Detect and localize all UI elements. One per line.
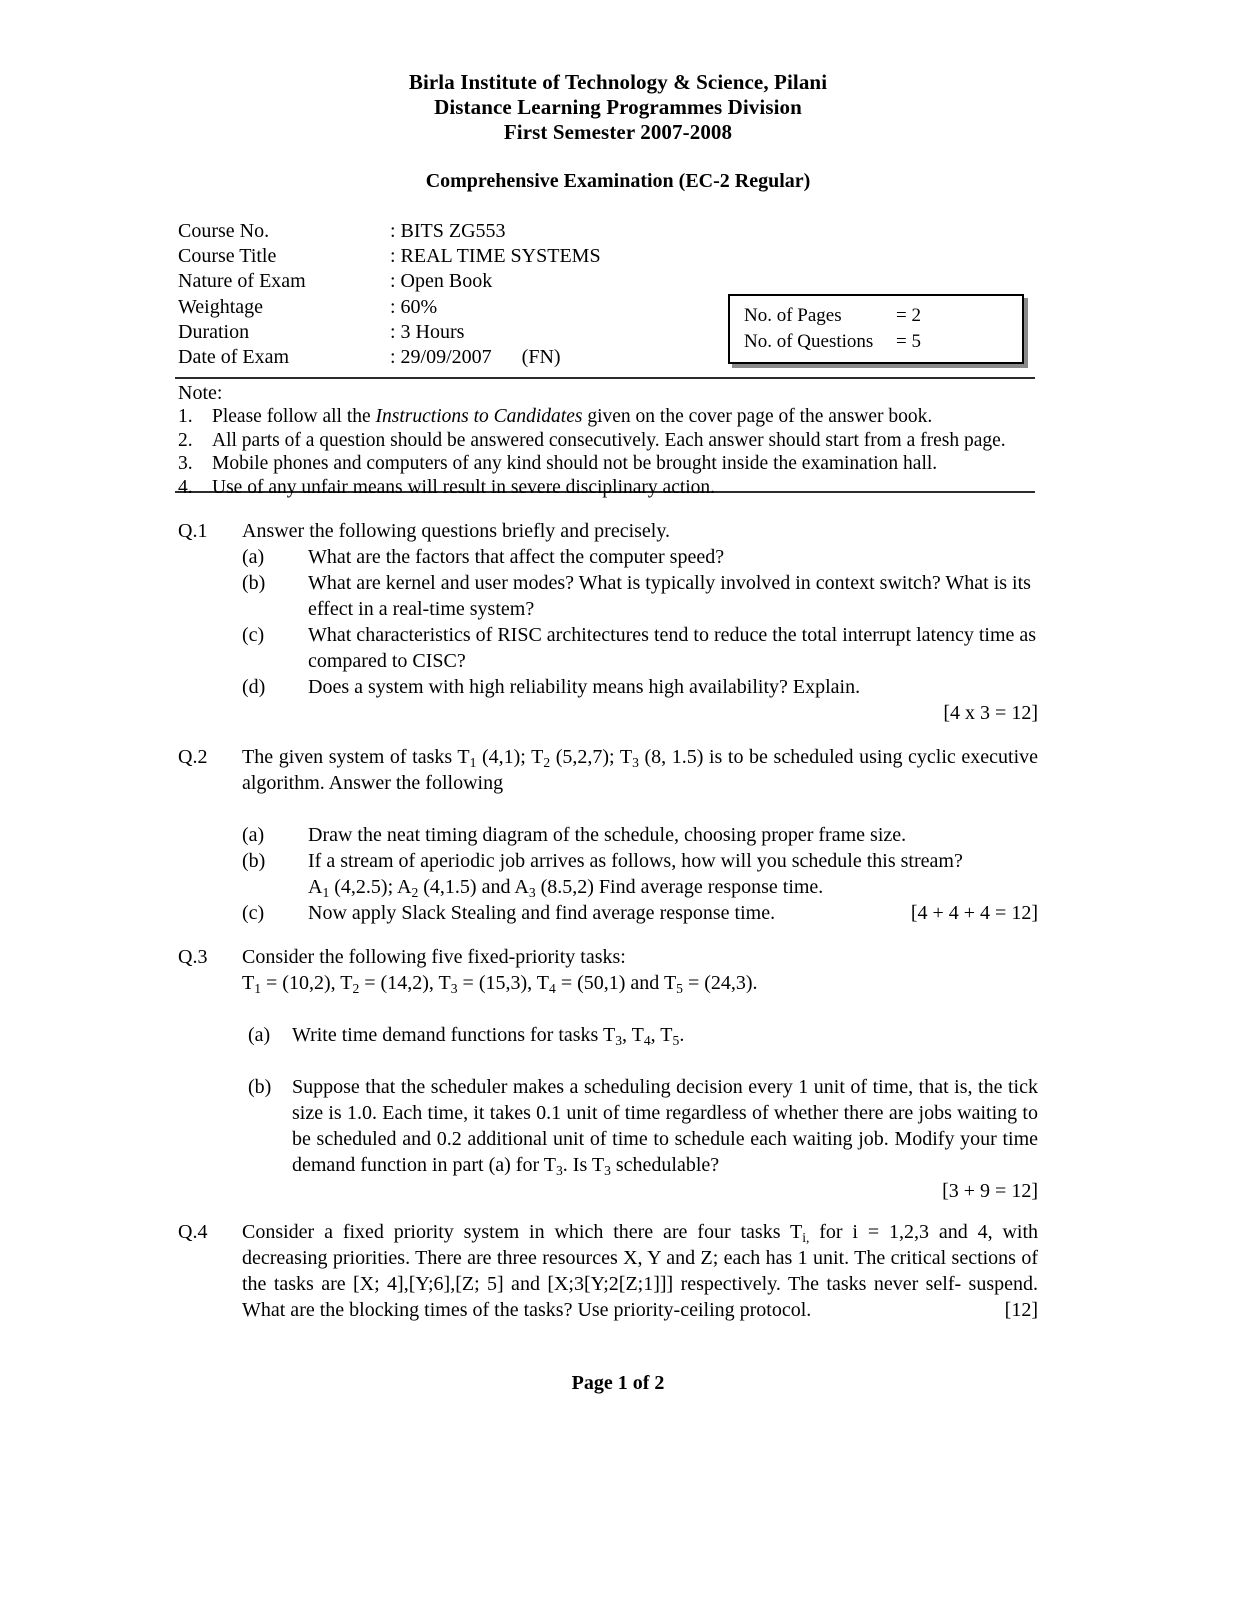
course-info-row — [178, 295, 798, 320]
q2b-sub-1: 1 — [322, 884, 330, 900]
q3a-seg-3: , T — [650, 1024, 673, 1046]
nature-of-exam-label: Nature of Exam — [178, 270, 306, 293]
task-t3-sub: 3 — [450, 980, 458, 996]
note-item — [178, 476, 1038, 500]
divider-above-note — [175, 377, 1035, 379]
task-t5-sub: 5 — [676, 980, 683, 996]
part-text — [308, 848, 1038, 900]
question-2-marks: [4 + 4 + 4 = 12] — [910, 902, 1038, 924]
part-label: (c) — [242, 902, 265, 924]
institution-name: Birla Institute of Technology & Science, Pilani — [408, 70, 828, 94]
question-3-label: Q.3 — [178, 946, 208, 968]
no-of-pages-row — [744, 303, 1022, 329]
part-label: (a) — [242, 824, 265, 846]
question-4-marks: [12] — [1004, 1299, 1038, 1321]
q3a-seg-2: , T — [622, 1024, 644, 1046]
page-footer: Page 1 of 2 — [571, 1372, 665, 1394]
task-t2-sub: 2 — [352, 980, 360, 996]
q2b-seg-2: (4,2.5); A — [329, 876, 412, 898]
question-3-part-a — [248, 1022, 1038, 1048]
question-4 — [178, 1219, 1038, 1323]
q2b-seg-4: (8.5,2) Find average response time. — [535, 876, 824, 898]
part-label: (d) — [242, 676, 266, 698]
note-number: 1. — [178, 406, 193, 427]
task-t1: $T_1 = (10,2)$, — [242, 972, 341, 996]
course-no-label: Course No. — [178, 220, 270, 242]
question-1-part-a — [242, 544, 1038, 570]
course-info-block — [178, 219, 798, 370]
course-info-row — [178, 219, 798, 244]
part-text: What characteristics of RISC architectures tend to reduce the total interrupt latency time as compared to CISC? — [308, 624, 1037, 672]
note-text: Mobile phones and computers of any kind should not be brought inside the examination hall. — [212, 453, 938, 474]
question-2-stem-row — [178, 744, 1038, 796]
question-1-part-c — [242, 622, 1038, 674]
q3b-seg-1: Suppose that the scheduler makes a scheduling decision every 1 unit of time, that is, the tick size is 1.0. Each time, it takes 0.1 unit of time regardless of whether there are jobs waiting to be scheduled and 0.2 additional unit of time to schedule each waiting job. Modify your time demand function in part (a) for T — [292, 1076, 1038, 1176]
q2b-seg-3: (4,1.5) and A — [418, 876, 529, 898]
semester-line: First Semester 2007-2008 — [503, 120, 733, 144]
task-t2: $T_2 = (14,2)$, — [340, 972, 439, 996]
note-text: Use of any unfair means will result in severe disciplinary action. — [212, 476, 716, 498]
task-t3: $T_3 = (15,3)$, — [438, 972, 537, 996]
course-info-row — [178, 244, 798, 269]
question-4-text — [242, 1219, 1038, 1323]
question-3 — [178, 944, 1038, 1204]
q3b-sub-2: 3 — [604, 1162, 611, 1178]
no-of-questions-row — [744, 329, 1022, 355]
question-3-part-b — [248, 1048, 1038, 1178]
note-text-post: given on the cover page of the answer book. — [582, 406, 933, 427]
q3b-seg-3: schedulable? — [610, 1154, 720, 1176]
note-number: 3. — [178, 453, 193, 474]
task-t5: $T_5 = (24,3)$. — [663, 972, 758, 996]
question-3-tasks-line — [242, 970, 1038, 996]
q4-seg-1: Consider a fixed priority system in which there are four tasks T — [242, 1221, 803, 1243]
question-2-part-a — [242, 822, 1038, 848]
question-4-stem-row — [178, 1219, 1038, 1323]
q3b-seg-2: . Is T — [562, 1154, 605, 1176]
date-of-exam-value: : 29/09/2007 (FN) — [390, 346, 561, 369]
note-item — [178, 429, 1038, 453]
q2-stem-seg-4: (8, 1.5) is to be scheduled using cyclic executive algorithm. Answer the following — [242, 746, 1039, 794]
question-1-marks: [4 x 3 = 12] — [943, 702, 1038, 724]
weightage-value: : 60% — [390, 295, 438, 318]
question-2-stem — [242, 744, 1038, 796]
note-text-italic: Instructions to Candidates — [375, 406, 583, 427]
course-info-row — [178, 320, 798, 345]
q3a-sub-3: 3 — [615, 1032, 622, 1048]
no-of-pages-value: = 2 — [896, 305, 921, 326]
nature-of-exam-value: : Open Book — [390, 270, 493, 293]
q3a-sub-4: 4 — [643, 1032, 651, 1048]
no-of-questions-value: = 5 — [896, 331, 921, 352]
q2-stem-seg-2: (4,1); T — [476, 746, 544, 768]
q2b-seg-1: A — [308, 876, 323, 898]
question-1-stem-row — [178, 518, 1038, 544]
course-info-row — [178, 269, 798, 294]
part-text: What are kernel and user modes? What is typically involved in context switch? What is its effect in a real-time system? — [308, 572, 1031, 620]
exam-title: Comprehensive Examination (EC-2 Regular) — [425, 170, 811, 192]
q2-sub-1: 1 — [469, 754, 477, 770]
q2-stem-seg-3: (5,2,7); T — [550, 746, 633, 768]
part-text: Does a system with high reliability means high availability? Explain. — [308, 676, 861, 698]
course-title-value: : REAL TIME SYSTEMS — [390, 245, 601, 268]
question-1-part-d — [242, 674, 1038, 700]
question-1-label: Q.1 — [178, 520, 208, 542]
part-label: (a) — [242, 546, 265, 568]
document-header — [0, 70, 1236, 145]
part-label: (b) — [242, 850, 266, 872]
q2b-sub-2: 2 — [411, 884, 419, 900]
q3a-sub-5: 5 — [672, 1032, 680, 1048]
q4-sub-i: i, — [802, 1229, 810, 1245]
q3a-seg-1: Write time demand functions for tasks T — [292, 1024, 616, 1046]
question-2-label: Q.2 — [178, 746, 208, 768]
q3b-sub-1: 3 — [555, 1162, 563, 1178]
q4-seg-2: for i = 1,2,3 and 4, with decreasing priorities. There are three resources X, Y and Z; each has 1 unit. The critical sections of the tasks are [X; 4],[Y;6],[Z; 5] and [X;3[Y;2[Z;1]]] respectively. The tasks never self- suspend. What are the blocking times of the tasks? Use priority-ceiling protocol. — [242, 1221, 1039, 1321]
question-2-part-b — [242, 848, 1038, 900]
q2b-sub-3: 3 — [528, 884, 536, 900]
part-label: (c) — [242, 624, 265, 646]
question-1-stem: Answer the following questions briefly and precisely. — [242, 520, 671, 542]
part-label: (b) — [248, 1076, 272, 1098]
weightage-label: Weightage — [178, 295, 264, 318]
note-number: 2. — [178, 429, 193, 451]
note-block — [178, 381, 1038, 499]
task-t4: $T_4 = (50,1)$ and — [536, 972, 664, 996]
part-text — [292, 1022, 1038, 1048]
question-1 — [178, 518, 1038, 726]
course-title-label: Course Title — [178, 245, 277, 268]
part-label: (b) — [242, 572, 266, 594]
course-info-row — [178, 345, 798, 370]
note-number: 4. — [178, 476, 193, 498]
q2-sub-2: 2 — [543, 754, 551, 770]
note-item — [178, 405, 1038, 429]
date-of-exam-label: Date of Exam — [178, 346, 290, 369]
question-3-stem: Consider the following five fixed-priority tasks: — [242, 946, 626, 968]
course-no-value: : BITS ZG553 — [390, 220, 506, 242]
part-c-text: Now apply Slack Stealing and find average response time. — [308, 902, 776, 924]
part-b-line-2 — [308, 874, 1038, 900]
duration-label: Duration — [178, 320, 250, 343]
note-heading: Note: — [178, 382, 223, 404]
division-name: Distance Learning Programmes Division — [434, 95, 802, 119]
q2-sub-3: 3 — [632, 754, 639, 770]
part-text — [308, 900, 1038, 926]
q2-stem-seg-1: The given system of tasks T — [242, 746, 470, 768]
part-label: (a) — [248, 1024, 271, 1046]
question-1-part-b — [242, 570, 1038, 622]
no-of-pages-label: No. of Pages — [744, 305, 842, 326]
task-t1-sub: 1 — [254, 980, 262, 996]
question-3-stem-row — [178, 944, 1038, 996]
note-text-pre: Please follow all the — [212, 406, 376, 427]
note-text — [212, 405, 1038, 429]
note-item — [178, 452, 1038, 476]
q3a-seg-4: . — [679, 1024, 685, 1046]
question-2-part-c — [242, 900, 1038, 926]
part-text: Draw the neat timing diagram of the schedule, choosing proper frame size. — [308, 824, 907, 846]
part-b-line-1: If a stream of aperiodic job arrives as follows, how will you schedule this stream? — [308, 850, 963, 872]
question-2 — [178, 744, 1038, 926]
question-4-label: Q.4 — [178, 1221, 208, 1243]
duration-value: : 3 Hours — [390, 320, 465, 343]
no-of-questions-label: No. of Questions — [744, 331, 874, 352]
task-t4-sub: 4 — [549, 980, 556, 996]
part-text — [292, 1074, 1038, 1178]
question-3-body — [242, 944, 1038, 996]
question-3-marks: [3 + 9 = 12] — [942, 1180, 1038, 1202]
note-text: All parts of a question should be answered consecutively. Each answer should start from a fresh page. — [212, 429, 1006, 451]
part-text: What are the factors that affect the computer speed? — [308, 546, 725, 568]
pages-questions-box — [728, 294, 1024, 364]
